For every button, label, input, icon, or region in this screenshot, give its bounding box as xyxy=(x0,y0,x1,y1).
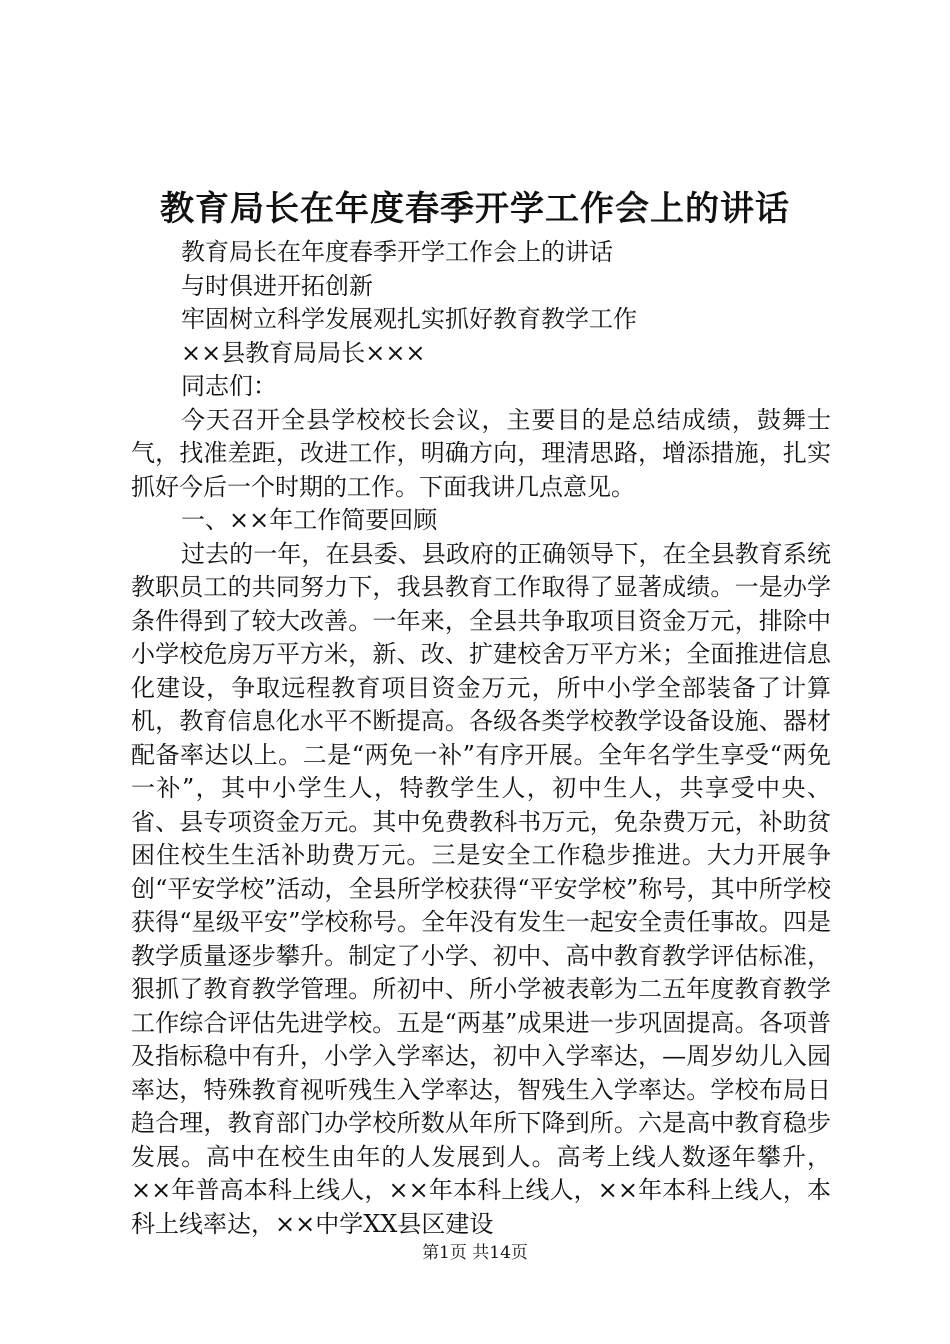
subtitle-line: 与时俱进开拓创新 xyxy=(181,271,373,300)
page-footer: 第1页 共14页 xyxy=(422,1243,528,1263)
subtitle-line: 教育局长在年度春季开学工作会上的讲话 xyxy=(181,238,613,266)
subtitle-line: 牢固树立科学发展观扎实抓好教育教学工作 xyxy=(181,305,637,333)
paragraph: 过去的一年，在县委、县政府的正确领导下，在全县教育系统教职员工的共同努力下，我县教育工作取得了显著成绩。一是办学条件得到了较大改善。一年来，全县共争取项目资金万元，排除中小学校危房万平方米，新、改、扩建校舍万平方米；全面推进信息化建设，争取远程教育项目资金万元，所中小学全部装备了计算机，教育信息化水平不断提高。各级各类学校教学设备设施、器材配备率达以上。二是“两免一补”有序开展。全年名学生享受“两免一补”，其中小学生人，特教学生人，初中生人，共享受中央、省、县专项资金万元。其中免费教科书万元，免杂费万元，补助贫困住校生生活补助费万元。三是安全工作稳步推进。大力开展争创“平安学校”活动，全县所学校获得“平安学校”称号，其中所学校获得“星级平安”学校称号。全年没有发生一起安全责任事故。四是教学质量逐步攀升。制定了小学、初中、高中教育教学评估标准，狠抓了教育教学管理。所初中、所小学被表彰为二五年度教育教学工作综合评估先进学校。五是“两基”成果进一步巩固提高。各项普及指标稳中有升，小学入学率达，初中入学率达，—周岁幼儿入园率达，特殊教育视听残生入学率达，智残生入学率达。学校布局日趋合理，教育部门办学校所数从年所下降到所。六是高中教育稳步发展。高中在校生由年的人发展到人。高考上线人数逐年攀升，××年普高本科上线人，××年本科上线人，××年本科上线人，本科上线率达，××中学XX县区建设 xyxy=(131,539,831,1238)
document-title: 教育局长在年度春季开学工作会上的讲话 xyxy=(160,189,790,229)
author-line: ××县教育局局长××× xyxy=(181,338,426,367)
section-heading: 一、××年工作简要回顾 xyxy=(181,506,438,534)
salutation: 同志们： xyxy=(181,372,277,400)
document-body xyxy=(131,236,831,1241)
paragraph: 今天召开全县学校校长会议，主要目的是总结成绩，鼓舞士气，找准差距，改进工作，明确方向，理清思路，增添措施，扎实抓好今后一个时期的工作。下面我讲几点意见。 xyxy=(131,405,831,501)
